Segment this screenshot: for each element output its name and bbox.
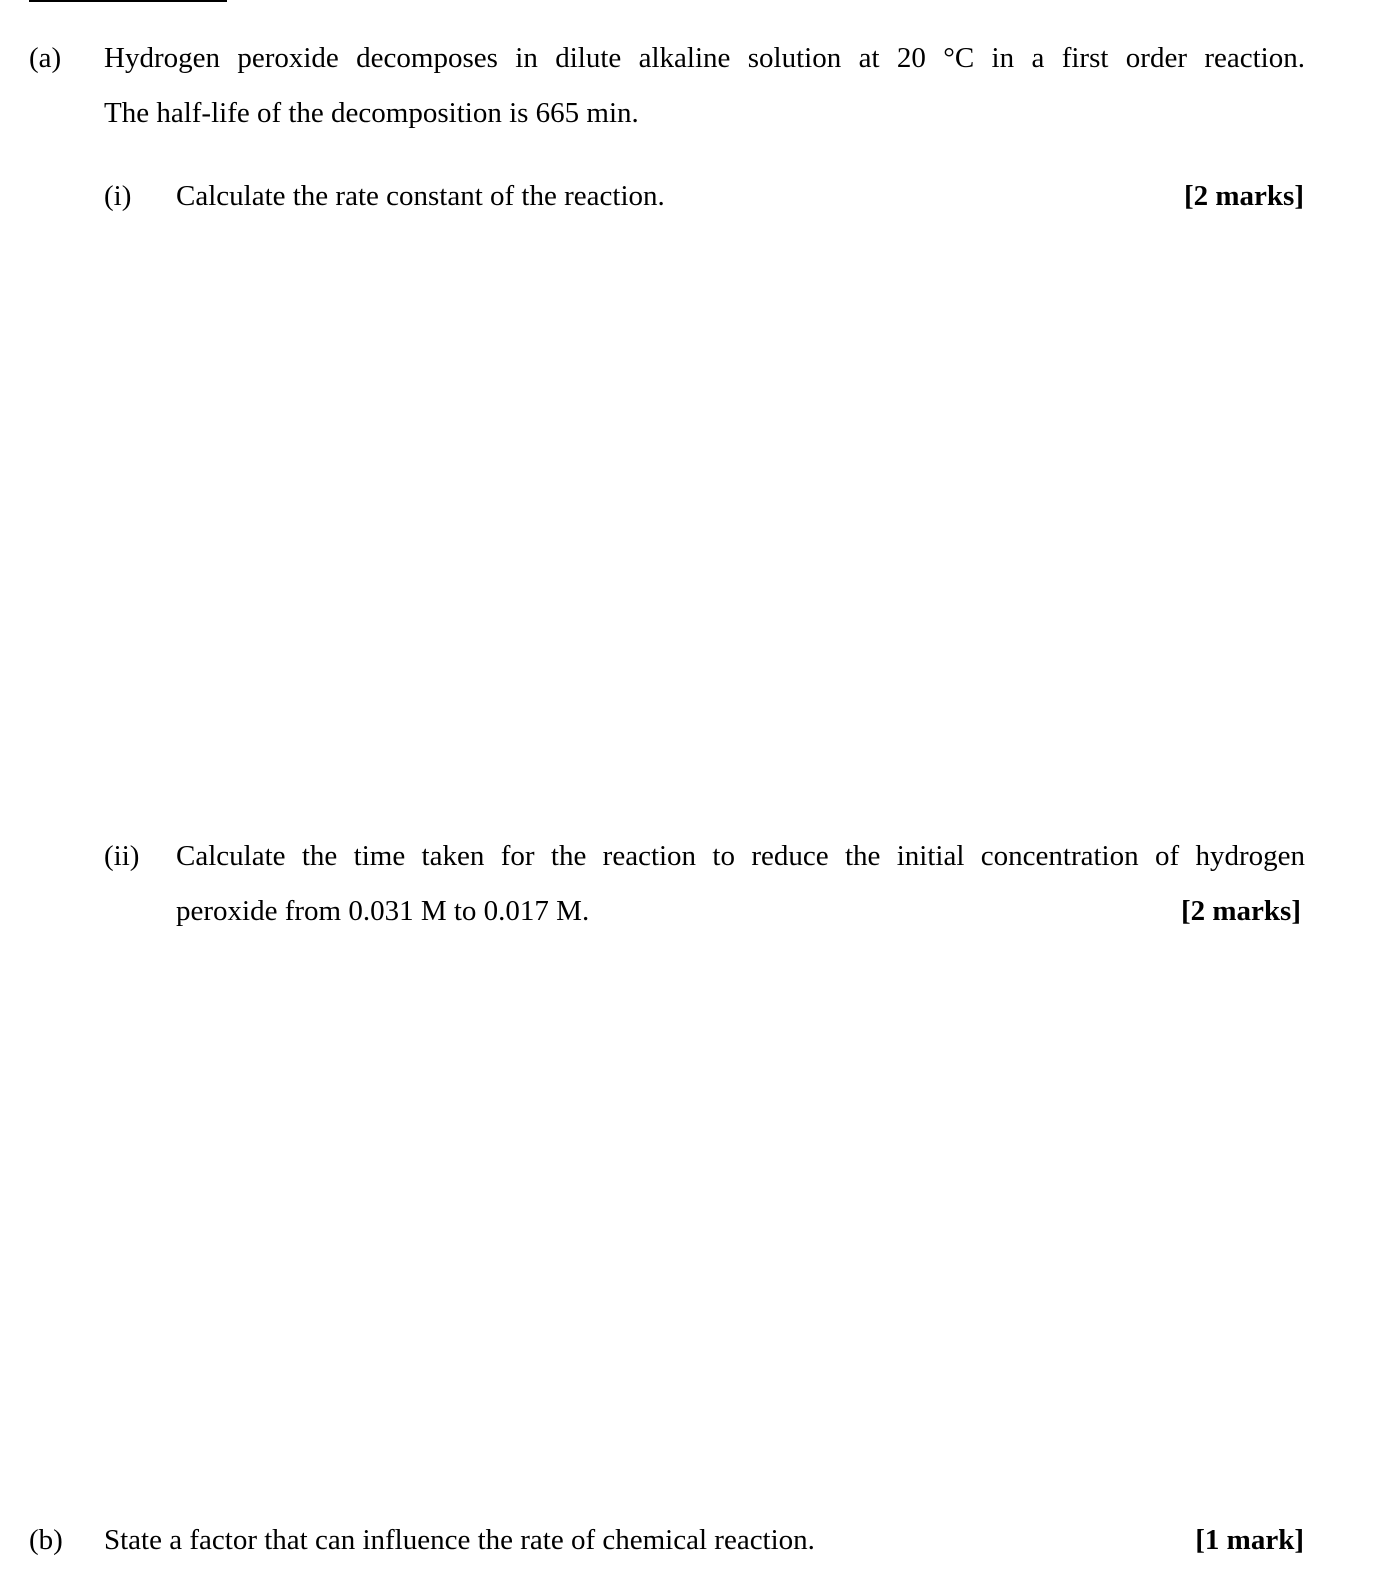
question-b-label: (b) [29, 1524, 63, 1556]
question-a-text-line-1: Hydrogen peroxide decomposes in dilute alkaline solution at 20 °C in a first order reaction. [104, 42, 1305, 74]
part-i-label: (i) [104, 180, 132, 212]
part-ii-label: (ii) [104, 840, 140, 872]
part-i-text: Calculate the rate constant of the reaction. [176, 180, 665, 212]
part-ii-text-line-2: peroxide from 0.031 M to 0.017 M. [176, 895, 590, 927]
part-ii-marks: [2 marks] [1180, 895, 1301, 927]
question-a-label: (a) [29, 42, 62, 74]
question-a-text-line-2: The half-life of the decomposition is 665 min. [104, 97, 639, 129]
top-divider [29, 0, 227, 2]
question-b-marks: [1 mark] [1195, 1524, 1304, 1556]
question-b-text: State a factor that can influence the rate of chemical reaction. [104, 1524, 815, 1556]
part-ii-text-line-1: Calculate the time taken for the reaction to reduce the initial concentration of hydrogen [176, 840, 1305, 872]
part-i-marks: [2 marks] [1183, 180, 1304, 212]
